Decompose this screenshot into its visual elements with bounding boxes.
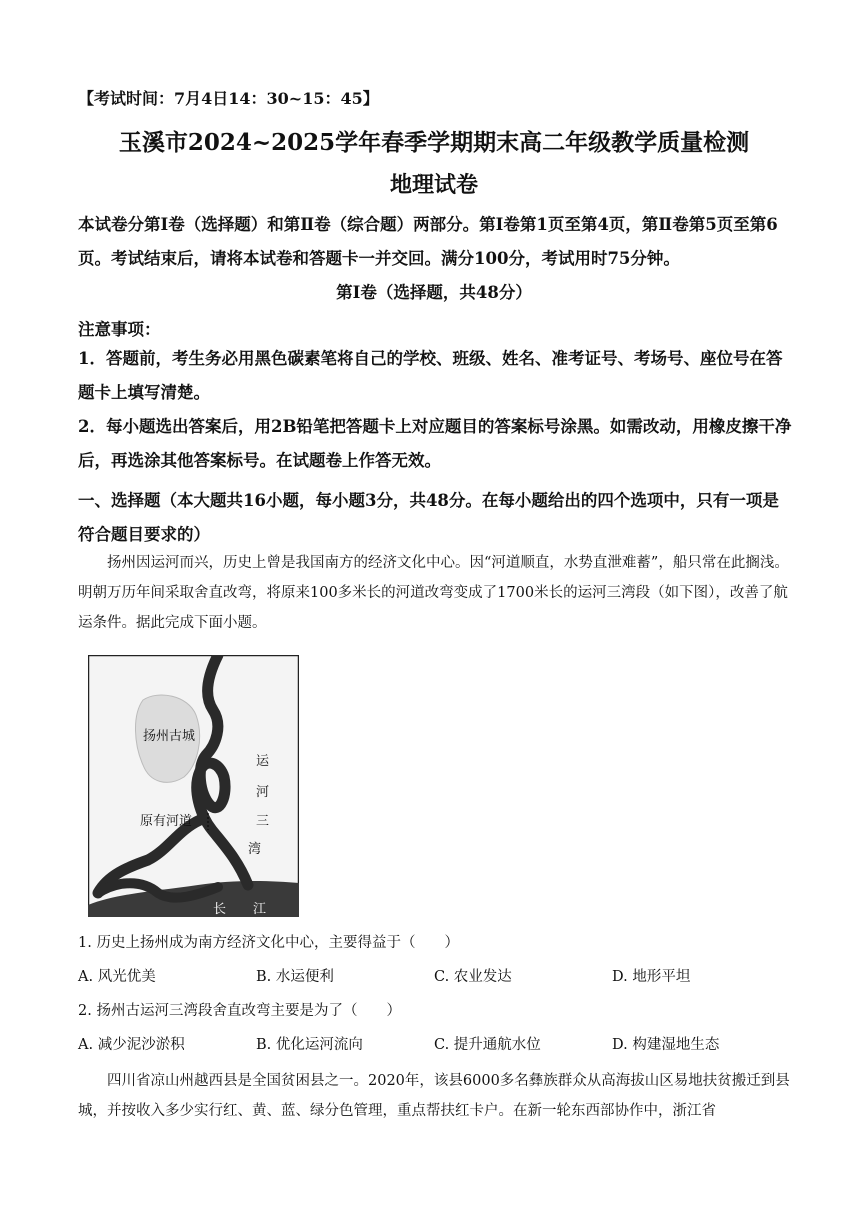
question-1-option-c: C. 农业发达 bbox=[434, 969, 512, 985]
map-label-city: 扬州古城 bbox=[143, 729, 196, 744]
canal-map bbox=[88, 655, 299, 917]
map-label-original-channel: 原有河道 bbox=[140, 814, 193, 829]
map-label-canal-4: 湾 bbox=[248, 842, 262, 857]
question-1-option-a: A. 风光优美 bbox=[78, 969, 156, 985]
exam-time: 【考试时间：7月4日14：30~15：45】 bbox=[78, 89, 379, 108]
question-1-option-d: D. 地形平坦 bbox=[612, 969, 691, 985]
question-2-option-b: B. 优化运河流向 bbox=[256, 1037, 363, 1053]
passage-yuexi: 四川省凉山州越西县是全国贫困县之一。2020年，该县6000多名彝族群众从高海拔山区易地扶贫搬迁到县城，并按收入多少实行红、黄、蓝、绿分色管理，重点帮扶红卡户。在新一轮东西部协作中，浙江省 bbox=[78, 1073, 790, 1119]
question-2-stem: 2. 扬州古运河三湾段舍直改弯主要是为了（ ） bbox=[78, 1003, 401, 1019]
note-item-2: 2．每小题选出答案后，用2B铅笔把答题卡上对应题目的答案标号涂黑。如需改动，用橡皮擦干净后，再选涂其他答案标号。在试题卷上作答无效。 bbox=[78, 417, 792, 470]
passage-yangzhou: 扬州因运河而兴，历史上曾是我国南方的经济文化中心。因“河道顺直，水势直泄难蓄”，船只常在此搁浅。明朝万历年间采取舍直改弯，将原来100多米长的河道改弯变成了1700米长的运河三湾段（如下图），改善了航运条件。据此完成下面小题。 bbox=[78, 555, 789, 631]
part-title: 第Ⅰ卷（选择题，共48分） bbox=[336, 283, 532, 302]
page-subtitle: 地理试卷 bbox=[389, 172, 478, 198]
notes-title: 注意事项： bbox=[78, 320, 161, 339]
question-2-option-c: C. 提升通航水位 bbox=[434, 1037, 541, 1053]
map-label-canal-2: 河 bbox=[256, 785, 270, 800]
question-1-option-b: B. 水运便利 bbox=[256, 969, 334, 985]
map-label-canal-1: 运 bbox=[256, 754, 270, 769]
exam-intro: 本试卷分第Ⅰ卷（选择题）和第Ⅱ卷（综合题）两部分。第Ⅰ卷第1页至第4页，第Ⅱ卷第5页至第6页。考试结束后，请将本试卷和答题卡一并交回。满分100分，考试用时75分钟。 bbox=[78, 215, 778, 268]
map-label-river-2: 江 bbox=[253, 902, 267, 917]
map-label-canal-3: 三 bbox=[256, 814, 270, 829]
question-1-stem: 1. 历史上扬州成为南方经济文化中心，主要得益于（ ） bbox=[78, 935, 459, 951]
page-title: 玉溪市2024~2025学年春季学期期末高二年级教学质量检测 bbox=[118, 129, 750, 156]
note-item-1: 1．答题前，考生务必用黑色碳素笔将自己的学校、班级、姓名、准考证号、考场号、座位号在答题卡上填写清楚。 bbox=[78, 349, 783, 402]
question-2-option-d: D. 构建湿地生态 bbox=[612, 1037, 720, 1053]
map-label-river-1: 长 bbox=[213, 902, 227, 917]
section-heading: 一、选择题（本大题共16小题，每小题3分，共48分。在每小题给出的四个选项中，只有一项是符合题目要求的） bbox=[78, 491, 779, 544]
question-2-option-a: A. 减少泥沙淤积 bbox=[78, 1037, 185, 1053]
